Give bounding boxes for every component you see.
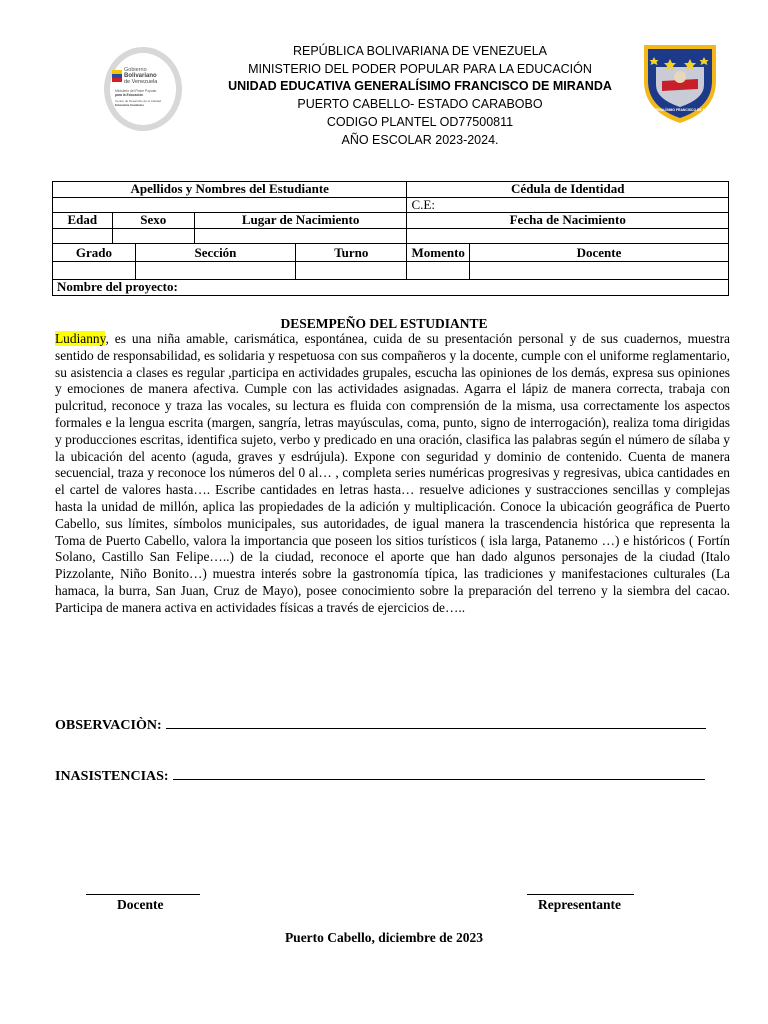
- age-value: [53, 228, 113, 244]
- absences-line: [173, 767, 705, 780]
- header-location: PUERTO CABELLO- ESTADO CARABOBO: [297, 97, 543, 112]
- observation-label: OBSERVACIÒN:: [55, 718, 162, 733]
- logo-left-line-3: de Venezuela: [124, 79, 158, 85]
- grade-header: Grado: [53, 244, 136, 262]
- absences-label: INASISTENCIAS:: [55, 769, 169, 784]
- birthdate-header: Fecha de Nacimiento: [407, 213, 729, 229]
- birthplace-header: Lugar de Nacimiento: [194, 213, 407, 229]
- student-name-highlight: Ludianny: [55, 331, 106, 346]
- absences-row: [55, 767, 705, 785]
- moment-header: Momento: [407, 244, 469, 262]
- header-school-code: CODIGO PLANTEL OD77500811: [326, 114, 514, 129]
- observation-row: [55, 716, 706, 734]
- logo-left-line-5: para la Educación: [115, 93, 144, 97]
- section-value: [135, 262, 295, 280]
- logo-left-line-1: Gobierno: [124, 67, 147, 73]
- section-header: Sección: [135, 244, 295, 262]
- performance-title: DESEMPEÑO DEL ESTUDIANTE: [280, 316, 488, 331]
- id-value: C.E:: [407, 197, 729, 213]
- performance-text: , es una niña amable, carismática, espontánea, cuida de su presentación personal y de sus cuadernos, muestra sentido de responsabilidad, es solidaria y respetuosa con sus compañeros y la docente, cumple con el uniforme reglamentario, su asistencia a clases es regular ,participa en actividades grupales, escucha las opiniones de los demás, expresa sus opiniones y emociones de manera afectiva. Cumple con las actividades asignadas. Agarra el lápiz de manera correcta, trabaja con pulcritud, reconoce y traza las vocales, su lectura es fluida con comprensión de la misma, usa correctamente los aspectos formales e la lengua escrita (margen, sangría, letras mayúsculas, coma, punto, signo de interrogación), realiza toma dirigidas y producciones escritas, identifica sujeto, verbo y predicado en una oración, clasifica las palabras según el número de sílaba y la ubicación del acento (aguda, graves y esdrújula). Expone con seguridad y dominio de contenido. Cuenta de manera secuencial, traza y reconoce los números del 0 al… , completa series numéricas progresivas y regresivas, ubica cantidades en el cartel de valores hasta…. Escribe cantidades en letras hasta… resuelve adiciones y sustracciones sencillas y complejas hasta la unidad de millón, aplica las propiedades de la adición y multiplicación. Conoce la ubicación geográfica de Puerto Cabello, sus límites, símbolos municipales, sus autoridades, de igual manera la trascendencia histórica que representa la Toma de Puerto Cabello, valora la importancia que poseen los sitios turísticos ( isla larga, Patanemo …) e históricos ( Fortín Solano, Castillo San Felipe…..) de la ciudad, reconoce el aporte que han dado algunos personajes de la ciudad (Italo Pizzolante, Niño Bonito…) muestra interés sobre la gastronomía típica, las tradiciones y manifestaciones culturales (La hamaca, la burra, San Juan, Cruz de Mayo), posee conocimiento sobre la preparación del terreno y la siembra del cacao. Participa de manera activa en actividades físicas a través de ejercicios de…..: [55, 331, 730, 615]
- place-date-footer: Puerto Cabello, diciembre de 2023: [284, 930, 484, 945]
- ministry-logo: [103, 46, 183, 132]
- sex-header: Sexo: [112, 213, 194, 229]
- birthdate-value: [407, 228, 729, 244]
- school-logo-text: U.E. GENERALÍSIMO FRANCISCO DE MIRANDA: [641, 108, 719, 112]
- performance-description: [55, 331, 730, 617]
- teacher-signature-line: [86, 894, 200, 895]
- observation-line: [166, 716, 706, 729]
- header-ministry: MINISTERIO DEL PODER POPULAR PARA LA EDUCACIÓN: [248, 61, 592, 76]
- shift-value: [296, 262, 407, 280]
- representative-signature-line: [527, 894, 634, 895]
- grade-value: [53, 262, 136, 280]
- teacher-signature-label: Docente: [117, 897, 164, 912]
- sex-value: [112, 228, 194, 244]
- logo-left-line-7: Educativa Carabobo: [115, 103, 145, 107]
- teacher-value: [469, 262, 728, 280]
- header-school-year: AÑO ESCOLAR 2023-2024.: [341, 132, 499, 147]
- student-name-value: [53, 197, 407, 213]
- header-school: UNIDAD EDUCATIVA GENERALÍSIMO FRANCISCO DE MIRANDA: [228, 79, 612, 94]
- student-info-table: [52, 181, 729, 296]
- student-name-header: Apellidos y Nombres del Estudiante: [53, 182, 407, 198]
- logo-left-line-4: Ministerio del Poder Popular: [115, 89, 157, 93]
- birthplace-value: [194, 228, 407, 244]
- school-shield-logo: [640, 41, 720, 125]
- teacher-header: Docente: [469, 244, 728, 262]
- moment-value: [407, 262, 469, 280]
- logo-left-line-6: Centro de Desarrollo de la Calidad: [115, 99, 162, 103]
- age-header: Edad: [53, 213, 113, 229]
- header-republic: REPÚBLICA BOLIVARIANA DE VENEZUELA: [292, 44, 548, 58]
- project-name-label: Nombre del proyecto:: [53, 280, 729, 296]
- shift-header: Turno: [296, 244, 407, 262]
- id-header: Cédula de Identidad: [407, 182, 729, 198]
- logo-left-line-2: Bolivariano: [124, 73, 157, 79]
- document-header: [200, 43, 640, 149]
- representative-signature-label: Representante: [538, 897, 621, 912]
